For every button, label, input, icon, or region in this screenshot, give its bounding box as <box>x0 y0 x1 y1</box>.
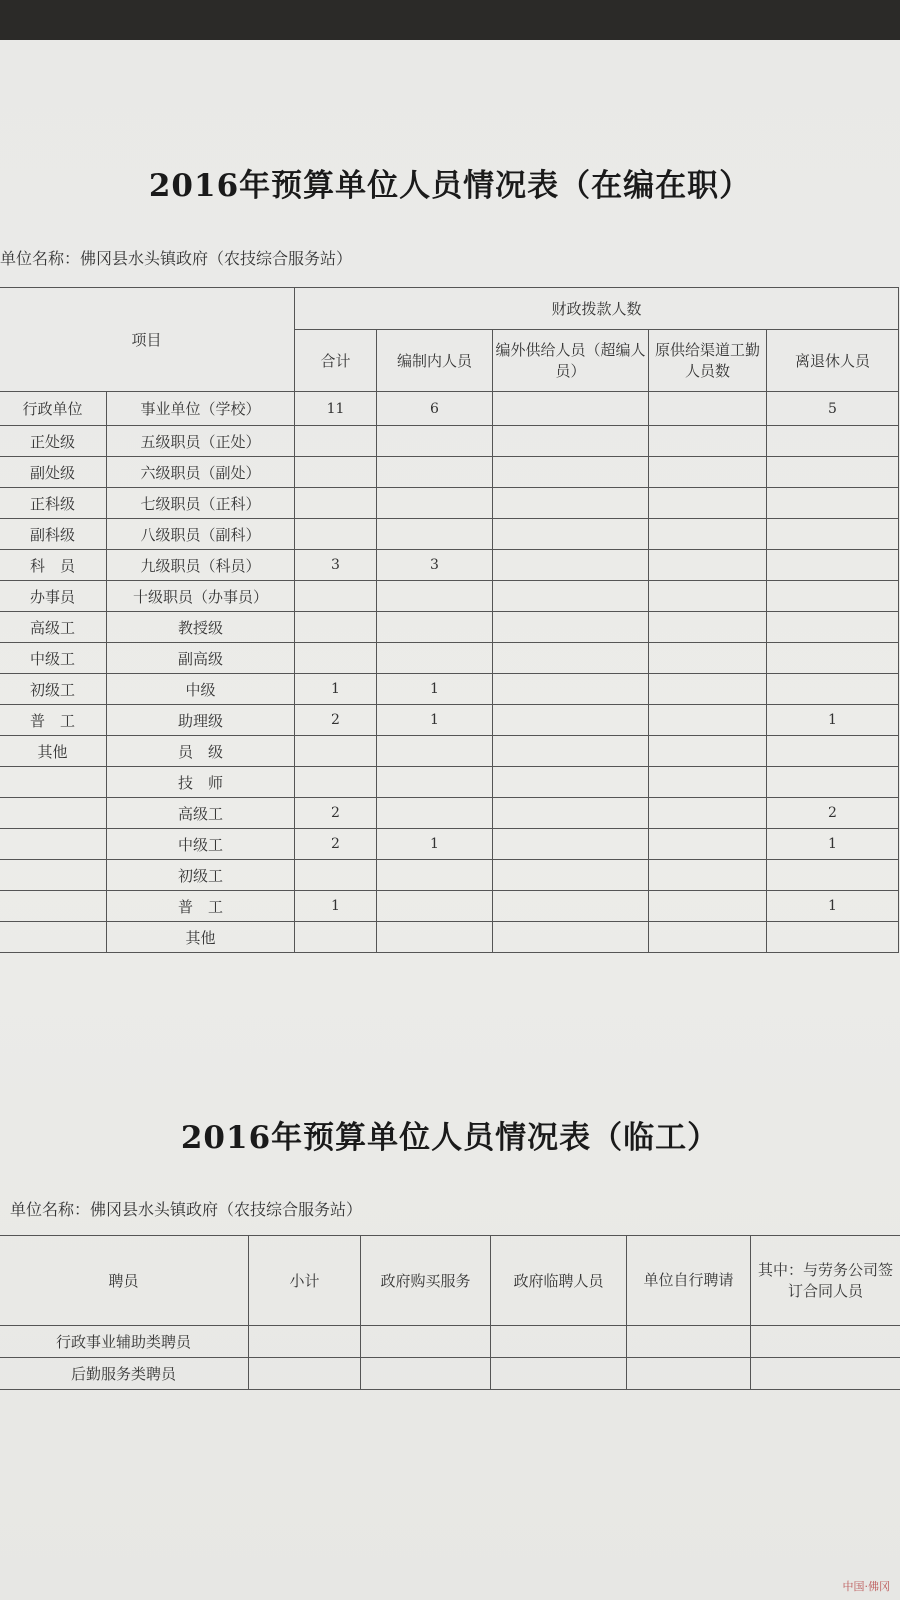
row-value: 2 <box>767 798 899 829</box>
row-value <box>295 767 377 798</box>
row-value <box>493 829 649 860</box>
table-row <box>0 1326 900 1358</box>
row-value <box>493 426 649 457</box>
row-category <box>0 829 107 860</box>
row-grade: 六级职员（副处） <box>107 457 295 488</box>
row-value <box>377 519 493 550</box>
row-grade: 初级工 <box>107 860 295 891</box>
table-row <box>0 550 899 581</box>
header-gov-temp: 政府临聘人员 <box>491 1236 627 1326</box>
row-value: 1 <box>377 674 493 705</box>
row-grade: 七级职员（正科） <box>107 488 295 519</box>
row-value <box>377 426 493 457</box>
header-self-hired: 单位自行聘请 <box>627 1236 751 1326</box>
row-value <box>493 488 649 519</box>
row-value <box>491 1358 627 1390</box>
row-value <box>767 612 899 643</box>
table-row <box>0 674 899 705</box>
table-row <box>0 612 899 643</box>
table-body <box>0 392 899 953</box>
table-row <box>0 860 899 891</box>
row-value <box>767 860 899 891</box>
row-category <box>0 767 107 798</box>
row-value <box>295 581 377 612</box>
row-value <box>649 705 767 736</box>
row-category: 行政单位 <box>0 392 107 426</box>
row-value <box>295 612 377 643</box>
table-row <box>0 457 899 488</box>
row-value <box>377 488 493 519</box>
header-total: 合计 <box>295 330 377 392</box>
row-value <box>377 581 493 612</box>
row-value <box>493 922 649 953</box>
row-value <box>649 922 767 953</box>
row-value <box>377 922 493 953</box>
unit-name-label-2: 单位名称：佛冈县水头镇政府（农技综合服务站） <box>10 1200 363 1219</box>
row-category: 办事员 <box>0 581 107 612</box>
row-value <box>649 392 767 426</box>
row-value: 1 <box>377 829 493 860</box>
table-row <box>0 705 899 736</box>
row-value <box>649 829 767 860</box>
row-value <box>649 488 767 519</box>
row-category: 正科级 <box>0 488 107 519</box>
header-hired: 聘员 <box>0 1236 249 1326</box>
header-group-financial: 财政拨款人数 <box>295 288 899 330</box>
row-grade: 副高级 <box>107 643 295 674</box>
header-establishment: 编制内人员 <box>377 330 493 392</box>
row-value <box>295 860 377 891</box>
row-value: 3 <box>295 550 377 581</box>
row-value: 1 <box>377 705 493 736</box>
row-value <box>249 1326 361 1358</box>
header-labor-contract: 其中：与劳务公司签订合同人员 <box>751 1236 900 1326</box>
row-category: 普 工 <box>0 705 107 736</box>
row-category <box>0 860 107 891</box>
row-value <box>377 767 493 798</box>
header-subtotal: 小计 <box>249 1236 361 1326</box>
row-category: 科 员 <box>0 550 107 581</box>
row-grade: 普 工 <box>107 891 295 922</box>
row-category <box>0 798 107 829</box>
staff-table-in-service <box>0 287 899 953</box>
row-value <box>361 1326 491 1358</box>
row-value <box>295 457 377 488</box>
row-value <box>493 643 649 674</box>
paper-sheet <box>0 40 900 1600</box>
row-value <box>767 550 899 581</box>
row-value: 11 <box>295 392 377 426</box>
row-value <box>767 922 899 953</box>
row-value <box>767 426 899 457</box>
row-value: 1 <box>767 705 899 736</box>
row-value <box>649 736 767 767</box>
row-grade: 中级 <box>107 674 295 705</box>
row-value <box>767 736 899 767</box>
row-value <box>361 1358 491 1390</box>
row-value <box>377 457 493 488</box>
row-value <box>249 1358 361 1390</box>
row-value <box>493 392 649 426</box>
row-value <box>649 798 767 829</box>
row-value <box>767 643 899 674</box>
row-value <box>649 643 767 674</box>
row-value <box>649 612 767 643</box>
row-grade: 九级职员（科员） <box>107 550 295 581</box>
table-row <box>0 736 899 767</box>
row-value <box>767 457 899 488</box>
table-row <box>0 426 899 457</box>
watermark-logo: 中国·佛冈 <box>842 1580 890 1593</box>
row-value <box>493 891 649 922</box>
row-value <box>649 767 767 798</box>
staff-table-temp <box>0 1235 900 1390</box>
row-value <box>295 426 377 457</box>
table-title-temp: 2016年预算单位人员情况表（临工） <box>180 1120 720 1156</box>
row-value <box>649 457 767 488</box>
row-label: 后勤服务类聘员 <box>0 1358 249 1390</box>
unit-name-label: 单位名称：佛冈县水头镇政府（农技综合服务站） <box>0 249 353 268</box>
row-value <box>295 488 377 519</box>
table-row <box>0 829 899 860</box>
row-value <box>377 612 493 643</box>
row-category: 正处级 <box>0 426 107 457</box>
row-value: 1 <box>295 891 377 922</box>
row-grade: 教授级 <box>107 612 295 643</box>
table-row <box>0 519 899 550</box>
row-grade: 技 师 <box>107 767 295 798</box>
row-grade: 助理级 <box>107 705 295 736</box>
row-grade: 中级工 <box>107 829 295 860</box>
row-category: 副处级 <box>0 457 107 488</box>
row-value: 2 <box>295 829 377 860</box>
table-row <box>0 767 899 798</box>
row-value <box>377 643 493 674</box>
table-row <box>0 798 899 829</box>
row-category: 其他 <box>0 736 107 767</box>
header-outside-establishment: 编外供给人员（超编人员） <box>493 330 649 392</box>
row-value: 2 <box>295 705 377 736</box>
row-value <box>751 1326 900 1358</box>
row-category: 初级工 <box>0 674 107 705</box>
header-logistics-workers: 原供给渠道工勤人员数 <box>649 330 767 392</box>
row-grade: 其他 <box>107 922 295 953</box>
row-value <box>295 736 377 767</box>
row-value <box>649 674 767 705</box>
table-row <box>0 1358 900 1390</box>
row-value: 1 <box>767 829 899 860</box>
row-category: 高级工 <box>0 612 107 643</box>
row-value <box>493 798 649 829</box>
row-value: 1 <box>767 891 899 922</box>
row-value <box>767 581 899 612</box>
row-value <box>377 891 493 922</box>
row-label: 行政事业辅助类聘员 <box>0 1326 249 1358</box>
row-value <box>627 1358 751 1390</box>
row-value: 3 <box>377 550 493 581</box>
row-value <box>649 519 767 550</box>
row-value <box>377 736 493 767</box>
row-value <box>627 1326 751 1358</box>
row-value <box>649 891 767 922</box>
row-grade: 八级职员（副科） <box>107 519 295 550</box>
row-value <box>295 922 377 953</box>
table-row <box>0 581 899 612</box>
table-title-in-service: 2016年预算单位人员情况表（在编在职） <box>148 168 752 204</box>
row-value <box>493 519 649 550</box>
row-value <box>493 550 649 581</box>
row-grade: 五级职员（正处） <box>107 426 295 457</box>
row-grade: 高级工 <box>107 798 295 829</box>
row-value <box>649 860 767 891</box>
row-value <box>767 767 899 798</box>
row-value: 5 <box>767 392 899 426</box>
row-value <box>491 1326 627 1358</box>
row-value <box>493 674 649 705</box>
row-value <box>493 457 649 488</box>
row-category: 副科级 <box>0 519 107 550</box>
row-category <box>0 891 107 922</box>
row-value <box>767 488 899 519</box>
table-row <box>0 891 899 922</box>
row-grade: 事业单位（学校） <box>107 392 295 426</box>
row-grade: 十级职员（办事员） <box>107 581 295 612</box>
row-value <box>767 519 899 550</box>
row-category: 中级工 <box>0 643 107 674</box>
row-value <box>493 767 649 798</box>
row-value <box>493 705 649 736</box>
table-row <box>0 922 899 953</box>
row-value <box>377 860 493 891</box>
row-value <box>295 519 377 550</box>
row-value <box>295 643 377 674</box>
row-value <box>493 860 649 891</box>
row-value <box>493 736 649 767</box>
header-item: 项目 <box>0 288 295 392</box>
row-category <box>0 922 107 953</box>
row-value <box>649 550 767 581</box>
row-value: 2 <box>295 798 377 829</box>
table-body-2 <box>0 1326 900 1390</box>
table-row <box>0 488 899 519</box>
row-value <box>767 674 899 705</box>
header-gov-purchase: 政府购买服务 <box>361 1236 491 1326</box>
header-retired: 离退休人员 <box>767 330 899 392</box>
row-value <box>751 1358 900 1390</box>
row-value: 6 <box>377 392 493 426</box>
row-value <box>649 581 767 612</box>
row-value <box>493 612 649 643</box>
row-grade: 员 级 <box>107 736 295 767</box>
row-value <box>493 581 649 612</box>
row-value <box>377 798 493 829</box>
table-row <box>0 643 899 674</box>
table-row <box>0 392 899 426</box>
row-value: 1 <box>295 674 377 705</box>
row-value <box>649 426 767 457</box>
